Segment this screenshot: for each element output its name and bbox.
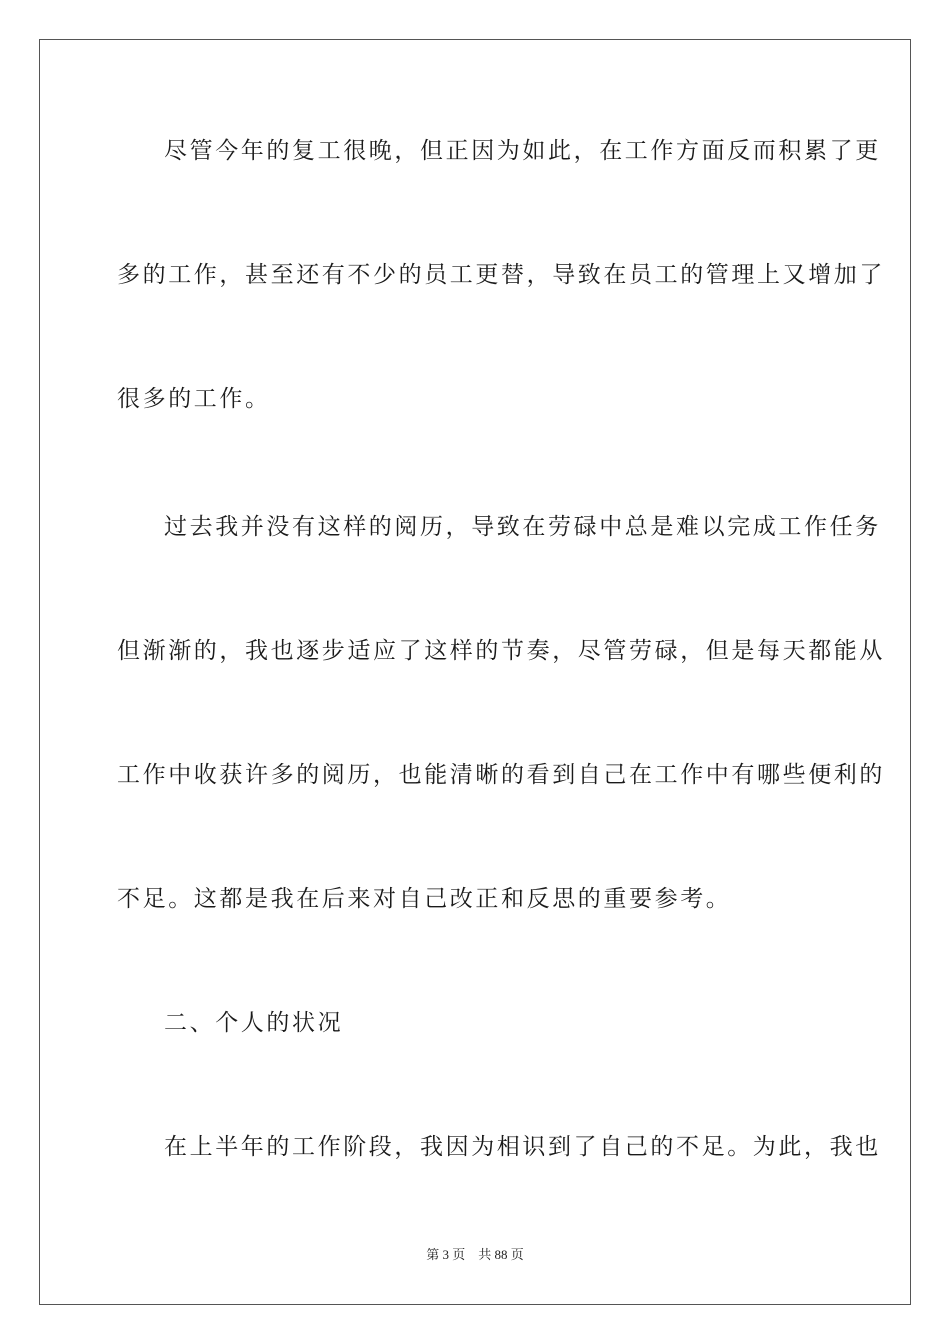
paragraph-line: 在上半年的工作阶段，我因为相识到了自己的不足。为此，我也	[164, 1134, 881, 1160]
paragraph-line: 尽管今年的复工很晚，但正因为如此，在工作方面反而积累了更	[164, 138, 881, 164]
paragraph-line: 很多的工作。	[117, 386, 271, 412]
paragraph-line: 多的工作，甚至还有不少的员工更替，导致在员工的管理上又增加了	[117, 262, 885, 288]
paragraph-line: 但渐渐的，我也逐步适应了这样的节奏，尽管劳碌，但是每天都能从	[117, 638, 885, 664]
page-border	[39, 39, 911, 1305]
page-total: 共 88 页	[478, 1247, 524, 1262]
paragraph-line: 过去我并没有这样的阅历，导致在劳碌中总是难以完成工作任务	[164, 514, 881, 540]
section-heading: 二、个人的状况	[164, 1010, 344, 1036]
page-number: 第 3 页	[426, 1247, 466, 1262]
page-footer	[0, 1246, 950, 1264]
paragraph-line: 不足。这都是我在后来对自己改正和反思的重要参考。	[117, 886, 732, 912]
paragraph-line: 工作中收获许多的阅历，也能清晰的看到自己在工作中有哪些便利的	[117, 762, 885, 788]
